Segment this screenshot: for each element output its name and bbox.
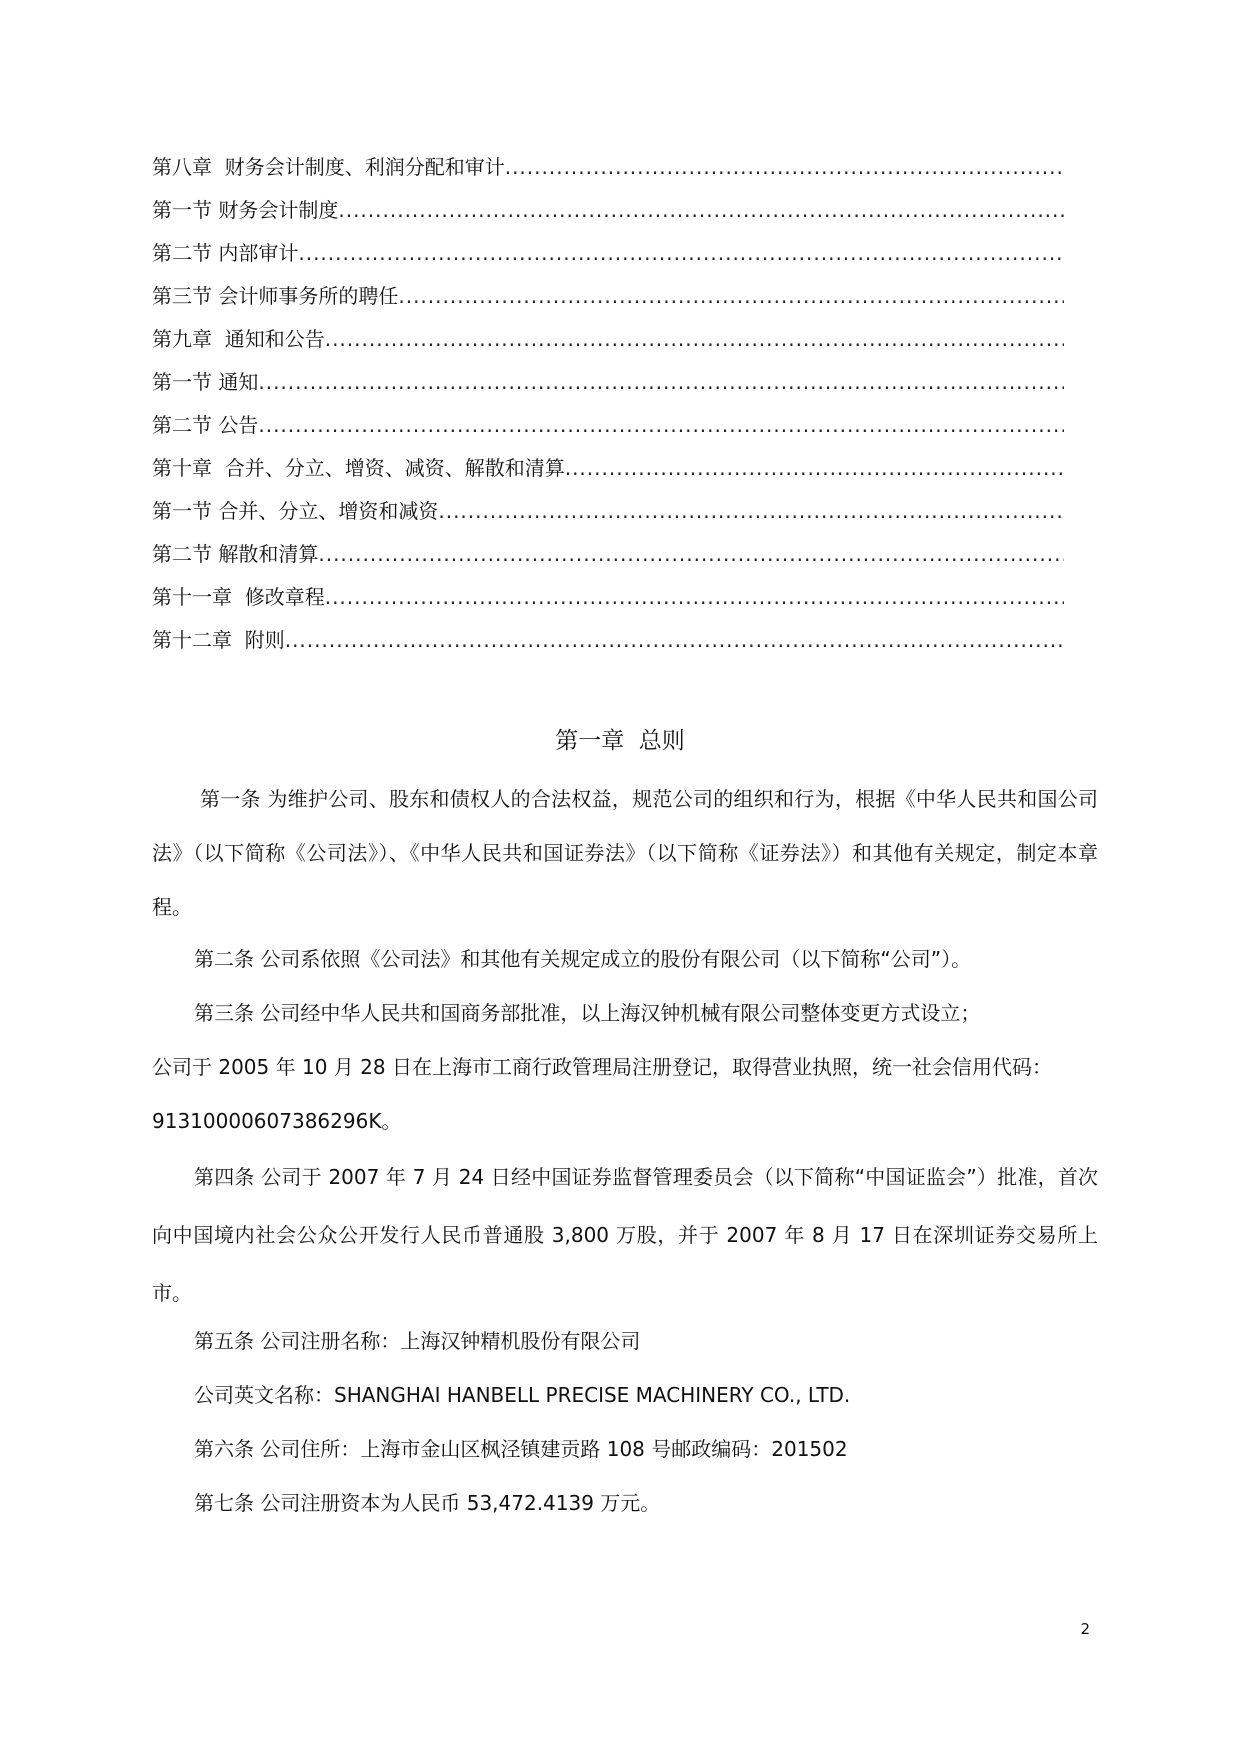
table-of-contents <box>152 146 1064 662</box>
toc-leader-dots <box>398 275 1064 318</box>
toc-leader-dots <box>325 576 1064 619</box>
toc-entry-label: 第一节 通知 <box>152 370 259 394</box>
toc-entry[interactable] <box>152 146 1064 189</box>
article-7: 第七条 公司注册资本为人民币 53,472.4139 万元。 <box>194 1491 661 1515</box>
toc-entry-label: 第一节 合并、分立、增资和减资 <box>152 499 439 523</box>
toc-entry[interactable] <box>152 576 1064 619</box>
toc-entry-label: 第九章 通知和公告 <box>152 327 325 351</box>
article-3 <box>152 986 1098 1148</box>
toc-entry-label: 第八章 财务会计制度、利润分配和审计 <box>152 155 505 179</box>
toc-leader-dots <box>318 533 1064 576</box>
toc-entry[interactable] <box>152 533 1064 576</box>
toc-entry-label: 第十二章 附则 <box>152 628 285 652</box>
article-2: 第二条 公司系依照《公司法》和其他有关规定成立的股份有限公司（以下简称“公司”）。 <box>194 947 972 971</box>
toc-entry[interactable] <box>152 232 1064 275</box>
article-3-line-3: 91310000607386296K。 <box>152 1109 402 1133</box>
toc-leader-dots <box>438 490 1064 533</box>
toc-leader-dots <box>258 404 1064 447</box>
toc-entry[interactable] <box>152 447 1064 490</box>
article-1: 第一条 为维护公司、股东和债权人的合法权益，规范公司的组织和行为，根据《中华人民共和国公司法》（以下简称《公司法》）、《中华人民共和国证券法》（以下简称《证券法》）和其他有关规定，制定本章程。 <box>152 787 1098 919</box>
toc-leader-dots <box>258 361 1064 404</box>
article-3-line-2: 公司于 2005 年 10 月 28 日在上海市工商行政管理局注册登记，取得营业执照，统一社会信用代码： <box>152 1055 1052 1079</box>
article-3-line-1: 第三条 公司经中华人民共和国商务部批准，以上海汉钟机械有限公司整体变更方式设立； <box>194 1001 981 1025</box>
toc-entry-label: 第二节 解散和清算 <box>152 542 319 566</box>
toc-entry[interactable] <box>152 318 1064 361</box>
toc-leader-dots <box>505 146 1064 189</box>
toc-entry[interactable] <box>152 361 1064 404</box>
page-number: 2 <box>1080 1620 1090 1638</box>
toc-entry-label: 第十章 合并、分立、增资、减资、解散和清算 <box>152 456 565 480</box>
article-4: 第四条 公司于 2007 年 7 月 24 日经中国证券监督管理委员会（以下简称“中国证监会”）批准，首次向中国境内社会公众公开发行人民币普通股 3,800 万股，并于 2007 年 8 月 17 日在深圳证券交易所上市。 <box>152 1165 1098 1305</box>
toc-leader-dots <box>298 232 1064 275</box>
toc-entry-label: 第三节 会计师事务所的聘任 <box>152 284 399 308</box>
toc-leader-dots <box>565 447 1064 490</box>
toc-entry-label: 第二节 公告 <box>152 413 259 437</box>
toc-entry[interactable] <box>152 189 1064 232</box>
toc-entry-label: 第十一章 修改章程 <box>152 585 325 609</box>
toc-leader-dots <box>285 619 1064 662</box>
toc-entry[interactable] <box>152 404 1064 447</box>
toc-entry-label: 第一节 财务会计制度 <box>152 198 339 222</box>
toc-entry[interactable] <box>152 490 1064 533</box>
toc-entry-label: 第二节 内部审计 <box>152 241 299 265</box>
toc-entry[interactable] <box>152 619 1064 662</box>
article-5: 第五条 公司注册名称：上海汉钟精机股份有限公司 <box>194 1329 641 1353</box>
toc-leader-dots <box>325 318 1064 361</box>
article-6: 第六条 公司住所：上海市金山区枫泾镇建贡路 108 号邮政编码：201502 <box>194 1437 848 1461</box>
toc-entry[interactable] <box>152 275 1064 318</box>
toc-leader-dots <box>338 189 1064 232</box>
article-5-english-name: 公司英文名称：SHANGHAI HANBELL PRECISE MACHINERY CO., LTD. <box>194 1383 851 1407</box>
chapter-heading: 第一章 总则 <box>555 728 685 754</box>
